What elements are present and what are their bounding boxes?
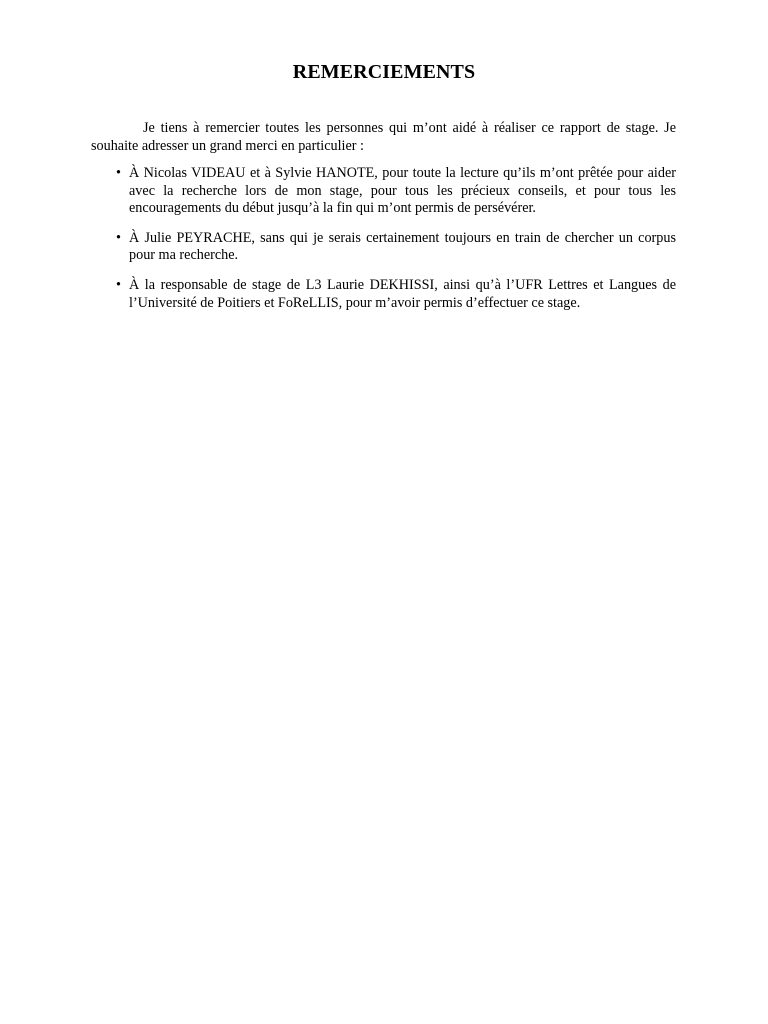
list-item bbox=[108, 165, 676, 218]
bullet-icon: • bbox=[116, 229, 121, 246]
thanks-list bbox=[108, 165, 676, 312]
intro-paragraph: Je tiens à remercier toutes les personnes qui m’ont aidé à réaliser ce rapport de stage. Je souhaite adresser un grand merci en particulier : bbox=[91, 120, 676, 154]
bullet-icon: • bbox=[116, 276, 121, 293]
list-item bbox=[108, 277, 676, 312]
bullet-icon: • bbox=[116, 165, 121, 181]
list-item-text: À Nicolas VIDEAU et à Sylvie HANOTE, pour toute la lecture qu’ils m’ont prêtée pour aider avec la recherche lors de mon stage, pour tous les précieux conseils, et pour tous les encouragements du début jusqu’à la fin qui m’ont permis de persévérer. bbox=[129, 165, 676, 217]
list-item-text: À Julie PEYRACHE, sans qui je serais certainement toujours en train de chercher un corpus pour ma recherche. bbox=[129, 229, 676, 264]
list-item-text: À la responsable de stage de L3 Laurie DEKHISSI, ainsi qu’à l’UFR Lettres et Langues de l’Université de Poitiers et FoReLLIS, pour m’avoir permis d’effectuer ce stage. bbox=[129, 276, 676, 311]
page-title: REMERCIEMENTS bbox=[292, 61, 476, 84]
list-item bbox=[108, 230, 676, 265]
